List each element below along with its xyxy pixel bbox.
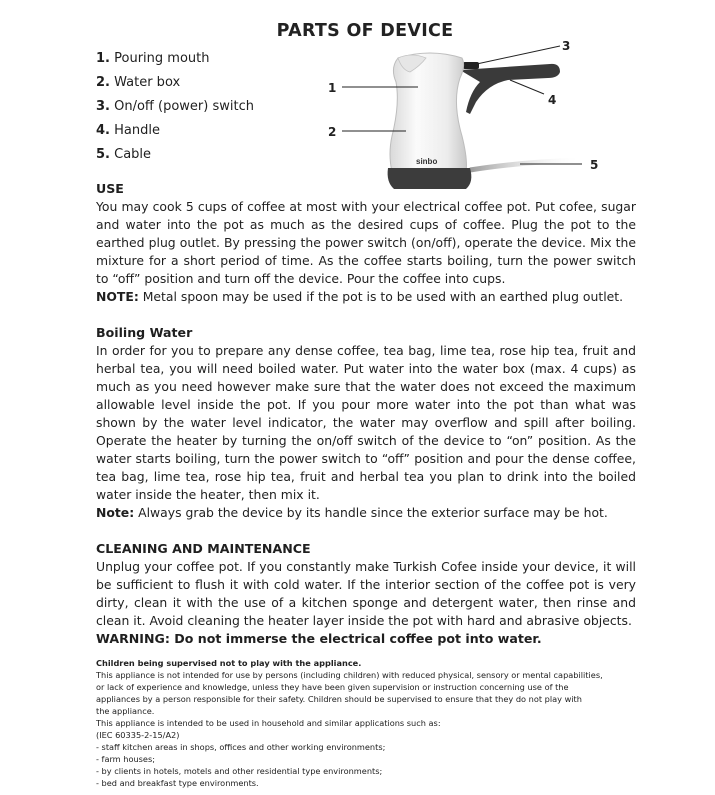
part-label: Cable — [114, 147, 152, 162]
use-note-label: NOTE: — [96, 289, 139, 304]
part-number: 4. — [96, 123, 110, 138]
handle — [460, 64, 560, 114]
callout-2: 2 — [328, 125, 337, 139]
part-number: 2. — [96, 75, 110, 90]
safety-line: - bed and breakfast type environments. — [96, 778, 259, 788]
safety-line: (IEC 60335-2-15/A2) — [96, 730, 180, 740]
safety-line: This appliance is not intended for use by persons (including children) with reduced physical, sensory or mental capabilities, — [96, 670, 603, 680]
part-label: Water box — [114, 75, 181, 90]
cleaning-section — [96, 540, 636, 648]
coffee-pot-diagram — [320, 32, 620, 197]
safety-heading: Children being supervised not to play with the appliance. — [96, 658, 362, 668]
page-title: PARTS OF DEVICE — [276, 21, 454, 41]
safety-line: the appliance. — [96, 706, 155, 716]
use-section — [96, 180, 636, 306]
cable — [470, 160, 582, 170]
part-label: On/off (power) switch — [114, 99, 254, 114]
part-item — [96, 71, 254, 95]
part-number: 1. — [96, 51, 110, 66]
safety-line: - staff kitchen areas in shops, offices and other working environments; — [96, 742, 386, 752]
cleaning-warning: WARNING: Do not immerse the electrical coffee pot into water. — [96, 631, 542, 646]
boiling-heading: Boiling Water — [96, 325, 193, 340]
cleaning-text: Unplug your coffee pot. If you constantly make Turkish Cofee inside your device, it will be sufficient to flush it with cold water. If the interior section of the coffee pot is very dirty, clean it with the use of a kitchen sponge and detergent water, then rinse and clean it. Avoid cleaning the heater layer inside the pot with hard and abrasive objects. — [96, 559, 636, 628]
use-text: You may cook 5 cups of coffee at most with your electrical coffee pot. Put cofee, sugar and water into the pot as much as the desired cups of coffee. Plug the pot to the earthed plug outlet. By pressing the power switch (on/off), operate the device. Mix the mixture for a short period of time. As the coffee starts boiling, turn the power switch to “off” position and turn off the device. Pour the coffee into cups. — [96, 199, 636, 286]
callout-5: 5 — [590, 158, 599, 172]
part-number: 3. — [96, 99, 110, 114]
power-switch — [463, 62, 479, 69]
callout-3: 3 — [562, 39, 571, 53]
cleaning-heading: CLEANING AND MAINTENANCE — [96, 541, 311, 556]
safety-notice — [96, 657, 636, 789]
brand-logo: sinbo — [416, 157, 438, 166]
boiling-note-label: Note: — [96, 505, 135, 520]
part-label: Handle — [114, 123, 160, 138]
safety-line: appliances by a person responsible for their safety. Children should be supervised to ensure that they do not play with — [96, 694, 582, 704]
boiling-section — [96, 324, 636, 522]
part-number: 5. — [96, 147, 110, 162]
use-note — [96, 288, 636, 306]
callout-1: 1 — [328, 81, 337, 95]
part-label: Pouring mouth — [114, 51, 210, 66]
part-item — [96, 119, 254, 143]
part-item — [96, 143, 254, 167]
boiling-note-text: Always grab the device by its handle since the exterior surface may be hot. — [134, 505, 608, 520]
safety-line: or lack of experience and knowledge, unless they have been given supervision or instruction concerning use of the — [96, 682, 569, 692]
use-note-text: Metal spoon may be used if the pot is to be used with an earthed plug outlet. — [138, 289, 624, 304]
safety-line: - by clients in hotels, motels and other residential type environments; — [96, 766, 383, 776]
safety-line: This appliance is intended to be used in household and similar applications such as: — [96, 718, 441, 728]
use-heading: USE — [96, 181, 124, 196]
pot-body — [390, 53, 467, 172]
boiling-text: In order for you to prepare any dense coffee, tea bag, lime tea, rose hip tea, fruit and herbal tea, you will need boiled water. Put water into the water box (max. 4 cups) as much as you need however make sure that the water does not exceed the maximum allowable level inside the pot. If you pour more water into the pot than what was shown by the water level indicator, the water may overflow and spill after boiling. Operate the heater by turning the on/off switch of the device to “on” position. As the water starts boiling, turn the power switch to “off” position and pour the dense coffee, tea bag, lime tea, rose hip tea, fruit and herbal tea you plan to drink into the boiled water inside the heater, then mix it. — [96, 343, 636, 502]
part-item — [96, 47, 254, 71]
boiling-note — [96, 504, 636, 522]
safety-line: - farm houses; — [96, 754, 155, 764]
parts-list — [96, 47, 254, 167]
callout-4: 4 — [548, 93, 557, 107]
part-item — [96, 95, 254, 119]
